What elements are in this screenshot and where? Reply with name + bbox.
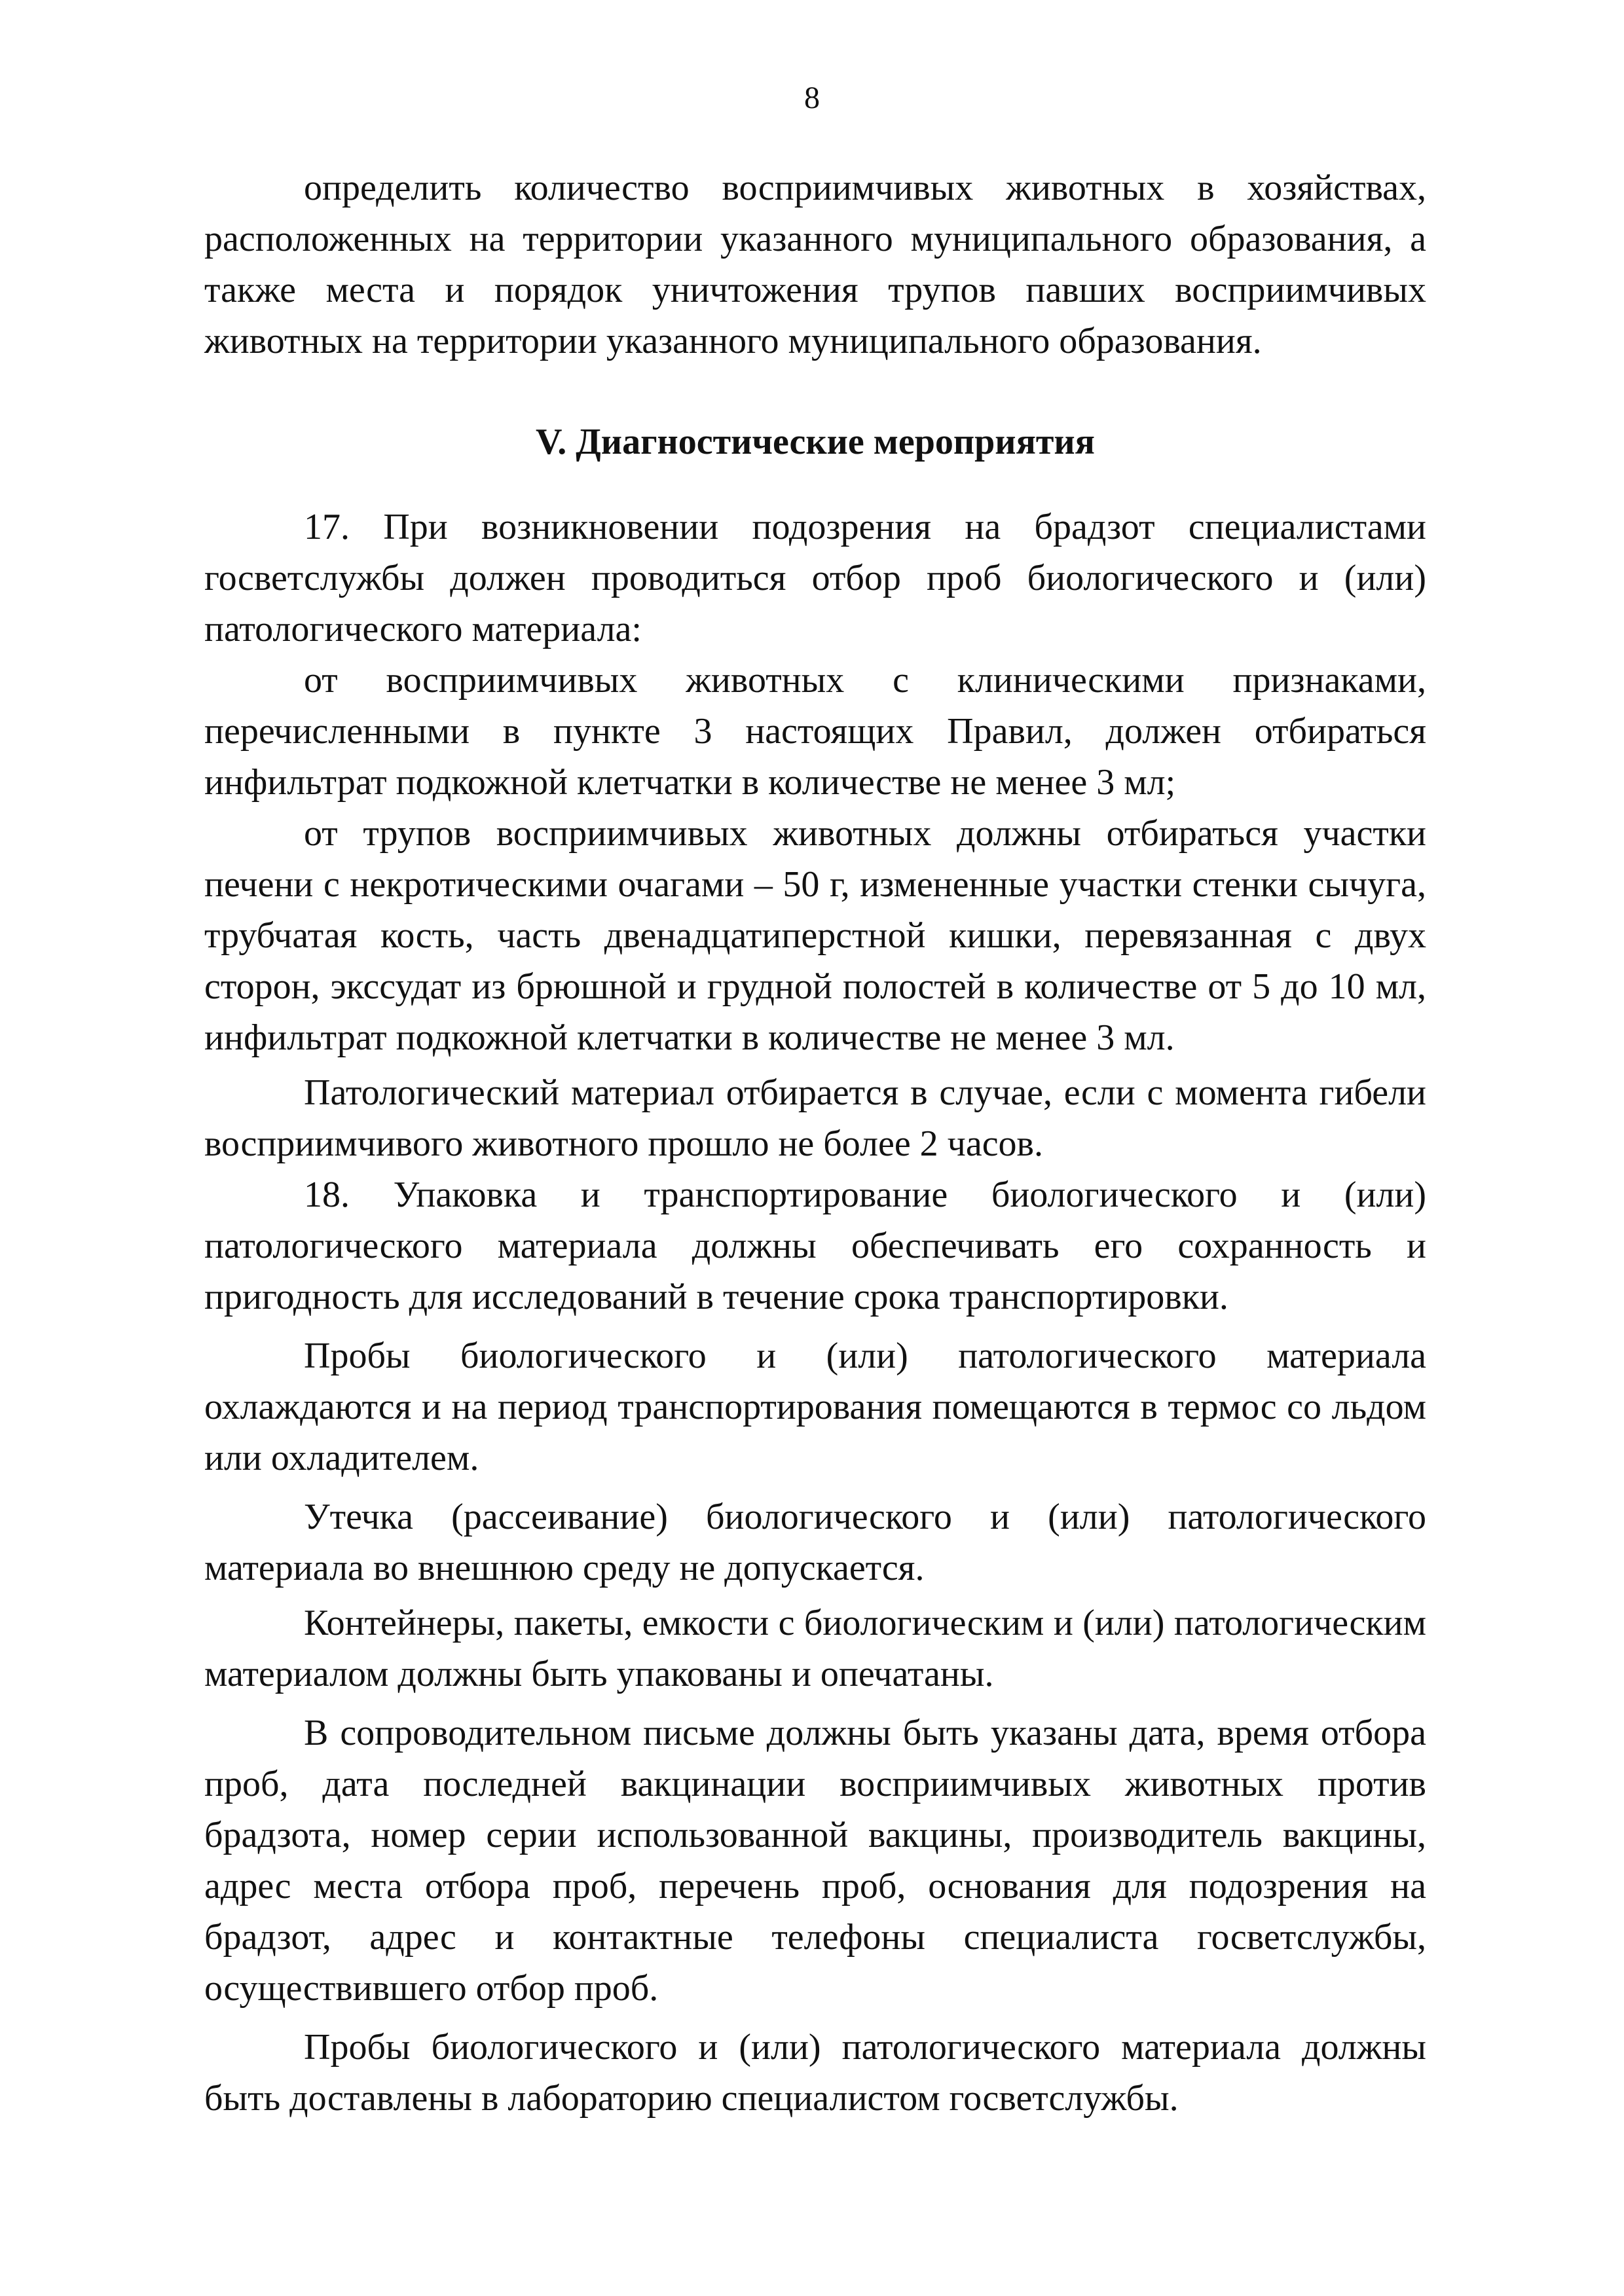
spacer: [204, 1484, 1426, 1491]
paragraph-18: 18. Упаковка и транспортирование биологического и (или) патологического материала должны обеспечивать его сохранность и пригодность для исследований в течение срока транспортировки.: [204, 1175, 1426, 1317]
paragraph-18-accompanying-letter: В сопроводительном письме должны быть указаны дата, время отбора проб, дата последней вакцинации восприимчивых животных против брадзота, номер серии использованной вакцины, производитель вакцины, адрес места отбора проб, перечень проб, основания для подозрения на брадзот, адрес и контактные телефоны специалиста госветслужбы, осуществившего отбор проб.: [204, 1713, 1426, 2009]
paragraph-17: 17. При возникновении подозрения на брадзот специалистами госветслужбы должен проводиться отбор проб биологического и (или) патологического материала:: [204, 507, 1426, 649]
spacer: [204, 1322, 1426, 1330]
paragraph-18-containers: Контейнеры, пакеты, емкости с биологическим и (или) патологическим материалом должны быть упакованы и опечатаны.: [204, 1603, 1426, 1694]
spacer: [204, 467, 1426, 501]
spacer: [204, 1700, 1426, 1707]
document-body: [204, 162, 1426, 2124]
paragraph-18-delivery: Пробы биологического и (или) патологического материала должны быть доставлены в лабораторию специалистом госветслужбы.: [204, 2027, 1426, 2119]
paragraph-17-carcasses: от трупов восприимчивых животных должны отбираться участки печени с некротическими очагами – 50 г, измененные участки стенки сычуга, трубчатая кость, часть двенадцатиперстной кишки, перевязанная с двух сторон, экссудат из брюшной и грудной полостей в количестве от 5 до 10 мл, инфильтрат подкожной клетчатки в количестве не менее 3 мл.: [204, 813, 1426, 1058]
paragraph-17-live-animals: от восприимчивых животных с клиническими признаками, перечисленными в пункте 3 настоящих Правил, должен отбираться инфильтрат подкожной клетчатки в количестве не менее 3 мл;: [204, 660, 1426, 803]
spacer: [204, 2014, 1426, 2022]
page-number: 8: [804, 81, 820, 115]
paragraph-18-cooling: Пробы биологического и (или) патологического материала охлаждаются и на период транспортирования помещаются в термос со льдом или охладителем.: [204, 1336, 1426, 1478]
paragraph-18-leak: Утечка (рассеивание) биологического и (или) патологического материала во внешнюю среду не допускается.: [204, 1497, 1426, 1588]
paragraph-17-time-limit: Патологический материал отбирается в случае, если с момента гибели восприимчивого животного прошло не более 2 часов.: [204, 1072, 1426, 1164]
intro-paragraph: определить количество восприимчивых животных в хозяйствах, расположенных на территории указанного муниципального образования, а также места и порядок уничтожения трупов павших восприимчивых животных на территории указанного муниципального образования.: [204, 168, 1426, 361]
section-heading: V. Диагностические мероприятия: [536, 422, 1095, 462]
spacer: [204, 367, 1426, 416]
